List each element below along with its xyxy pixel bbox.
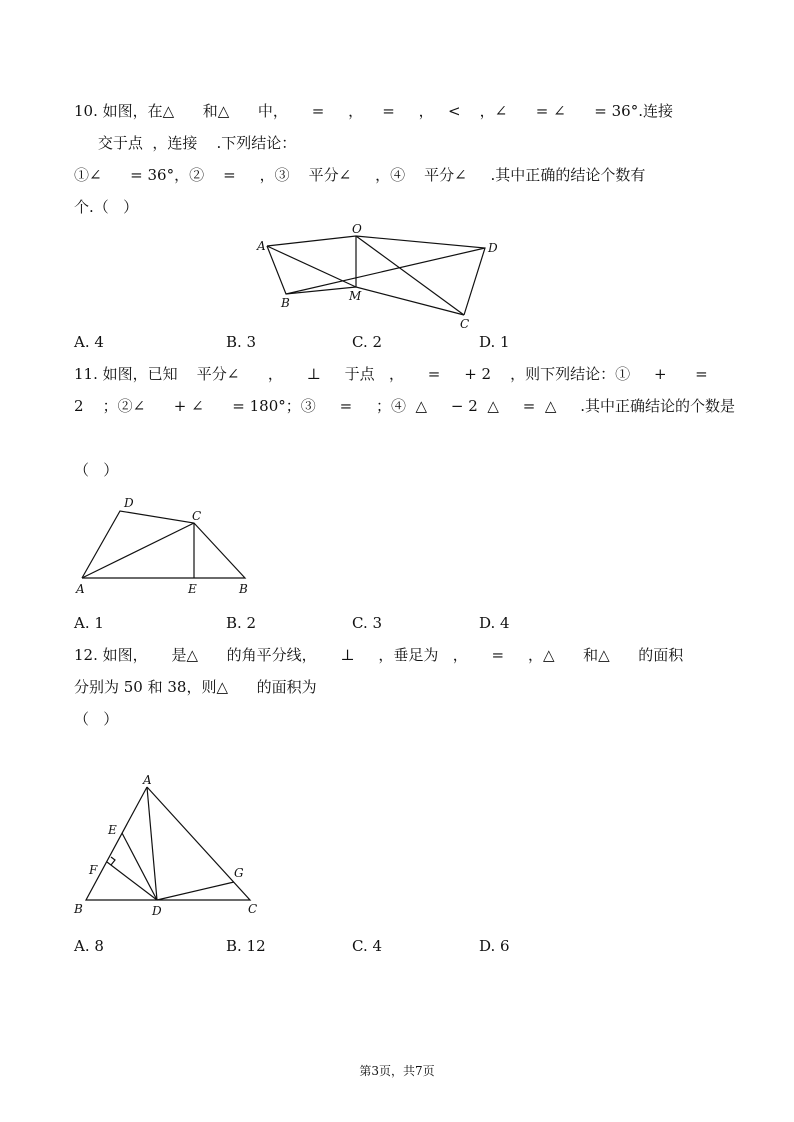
q11-label-b: B [239, 582, 248, 596]
q12-label-f: F [89, 863, 98, 877]
q10-label-m: M [349, 289, 362, 303]
q10-label-d: D [488, 241, 498, 255]
q12-option-b[interactable]: B. 12 [226, 937, 266, 955]
q12-options [74, 937, 634, 957]
q11-option-d[interactable]: D. 4 [479, 614, 510, 632]
q10-line-4: 个.（ ） [74, 198, 139, 216]
q12-label-e: E [108, 823, 117, 837]
q12-option-d[interactable]: D. 6 [479, 937, 510, 955]
q12-line-1: 12. 如图， 是△ 的角平分线， ⊥ ，垂足为 ， = ，△ 和△ 的面积 [74, 646, 684, 664]
q11-figure [74, 494, 264, 598]
q10-option-c[interactable]: C. 2 [352, 333, 383, 351]
q11-label-c: C [192, 509, 202, 523]
q11-option-b[interactable]: B. 2 [226, 614, 257, 632]
q10-option-a[interactable]: A. 4 [74, 333, 104, 351]
q12-line-3: （ ） [74, 710, 119, 728]
q11-label-e: E [188, 582, 197, 596]
q12-label-c: C [248, 902, 258, 916]
q12-option-a[interactable]: A. 8 [74, 937, 104, 955]
q10-label-c: C [460, 317, 470, 331]
q12-line-2: 分别为 50 和 38，则△ 的面积为 [74, 678, 317, 696]
q12-label-b: B [74, 902, 83, 916]
q12-label-a: A [143, 773, 152, 787]
q11-line-2: 2 ；②∠ + ∠ = 180°；③ = ；④ △ − 2 △ = △ .其中正确结论的个数是 [74, 397, 735, 415]
q12-label-d: D [152, 904, 162, 918]
q12-figure [70, 768, 270, 918]
q11-line-3: （ ） [74, 461, 119, 479]
q11-label-d: D [124, 496, 134, 510]
q10-line-2: 交于点 ，连接 .下列结论： [74, 134, 297, 152]
q10-figure [250, 222, 510, 332]
q11-option-c[interactable]: C. 3 [352, 614, 383, 632]
q10-options [74, 333, 634, 353]
q11-label-a: A [76, 582, 85, 596]
q10-label-o: O [352, 222, 362, 236]
q10-label-b: B [281, 296, 290, 310]
page-footer: 第3页，共7页 [359, 1064, 435, 1078]
q12-option-c[interactable]: C. 4 [352, 937, 383, 955]
q10-option-b[interactable]: B. 3 [226, 333, 257, 351]
q12-label-g: G [234, 866, 244, 880]
q11-options [74, 614, 634, 634]
q10-label-a: A [257, 239, 266, 253]
q10-line-3: ①∠ = 36°，② = ，③ 平分∠ ，④ 平分∠ .其中正确的结论个数有 [74, 166, 646, 184]
q10-line-1: 10. 如图，在△ 和△ 中， = ， = ， < ，∠ = ∠ = 36°.连接 [74, 102, 673, 120]
q10-option-d[interactable]: D. 1 [479, 333, 510, 351]
q11-option-a[interactable]: A. 1 [74, 614, 104, 632]
q11-line-1: 11. 如图，已知 平分∠ ， ⊥ 于点 ， = + 2 ，则下列结论：① + = [74, 365, 708, 383]
